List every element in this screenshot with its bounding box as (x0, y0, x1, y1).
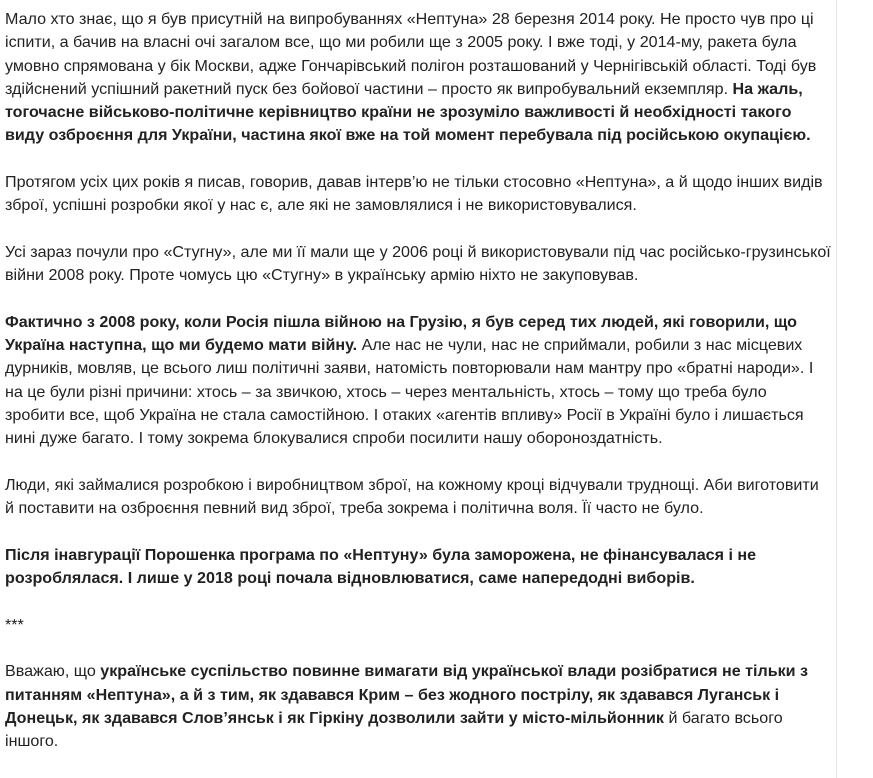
paragraph-1-text: Мало хто знає, що я був присутній на випробуваннях «Нептуна» 28 березня 2014 року. Не просто чув про ці іспити, а бачив на власні очі загалом все, що ми робили ще з 2005 року. І вже тоді, у 2014-му, ракета була умовно спрямована у бік Москви, адже Гончарівський полігон розташований у Чернігівській області. Тоді був здійснений успішний ракетний пуск без бойової частини – просто як випробувальний екземпляр. (5, 10, 817, 98)
column-divider (836, 0, 837, 778)
separator: *** (5, 615, 24, 634)
paragraph-1 (5, 8, 831, 148)
paragraph-4 (5, 311, 831, 451)
paragraph-7-bold: українське суспільство повинне вимагати від української влади розібратися не тільки з питанням «Нептуна», а й з тим, як здавався Крим – без жодного пострілу, як здавався Луганськ і Донецьк, як здавався Слов’янськ і як Гіркіну дозволили зайти у місто-мільйонник (5, 662, 809, 727)
paragraph-5: Люди, які займалися розробкою і виробництвом зброї, на кожному кроці відчували труднощі. Аби виготовити й поставити на озброєння певний вид зброї, треба зокрема і політична воля. Її часто не було. (5, 475, 819, 518)
paragraph-4-text: Але нас не чули, нас не сприймали, робили з нас місцевих дурників, мовляв, це всього лиш політичні заяви, натомість повторювали нам мантру про «братні народи». І на це були різні причини: хтось – за звичкою, хтось – через ментальність, хтось – тому що треба було зробити все, щоб Україна не стала самостійною. І отаких «агентів впливу» Росії в Україні було і лишається нині дуже багато. І тому зокрема блокувалися спроби посилити нашу обороноздатність. (5, 336, 814, 448)
paragraph-7 (5, 660, 831, 753)
paragraph-1-bold: На жаль, тогочасне військово-політичне керівництво країни не зрозуміло важливості й необхідності такого виду озброєння для України, частина якої вже на той момент перебувала під російською окупацією. (5, 79, 811, 145)
paragraph-3: Усі зараз почули про «Стугну», але ми її мали ще у 2006 році й використовували під час російсько-грузинської війни 2008 року. Проте чомусь цю «Стугну» в українську армію ніхто не закуповував. (5, 242, 831, 285)
paragraph-7-text-end: й багато всього іншого. (5, 708, 783, 751)
paragraph-6 (5, 544, 831, 591)
paragraph-6-bold: Після інавгурації Порошенка програма по «Нептуну» була заморожена, не фінансувалася і не розроблялася. І лише у 2018 році почала відновлюватися, саме напередодні виборів. (5, 545, 757, 588)
paragraph-7-text-start: Вважаю, що (5, 662, 101, 681)
paragraph-4-bold: Фактично з 2008 року, коли Росія пішла війною на Грузію, я був серед тих людей, які говорили, що Україна наступна, що ми будемо мати війну. (5, 312, 798, 355)
paragraph-2: Протягом усіх цих років я писав, говорив, давав інтерв’ю не тільки стосовно «Нептуна», а й щодо інших видів зброї, успішні розробки якої у нас є, але які не замовлялися і не використовувалися. (5, 173, 823, 215)
article-body (5, 8, 831, 777)
